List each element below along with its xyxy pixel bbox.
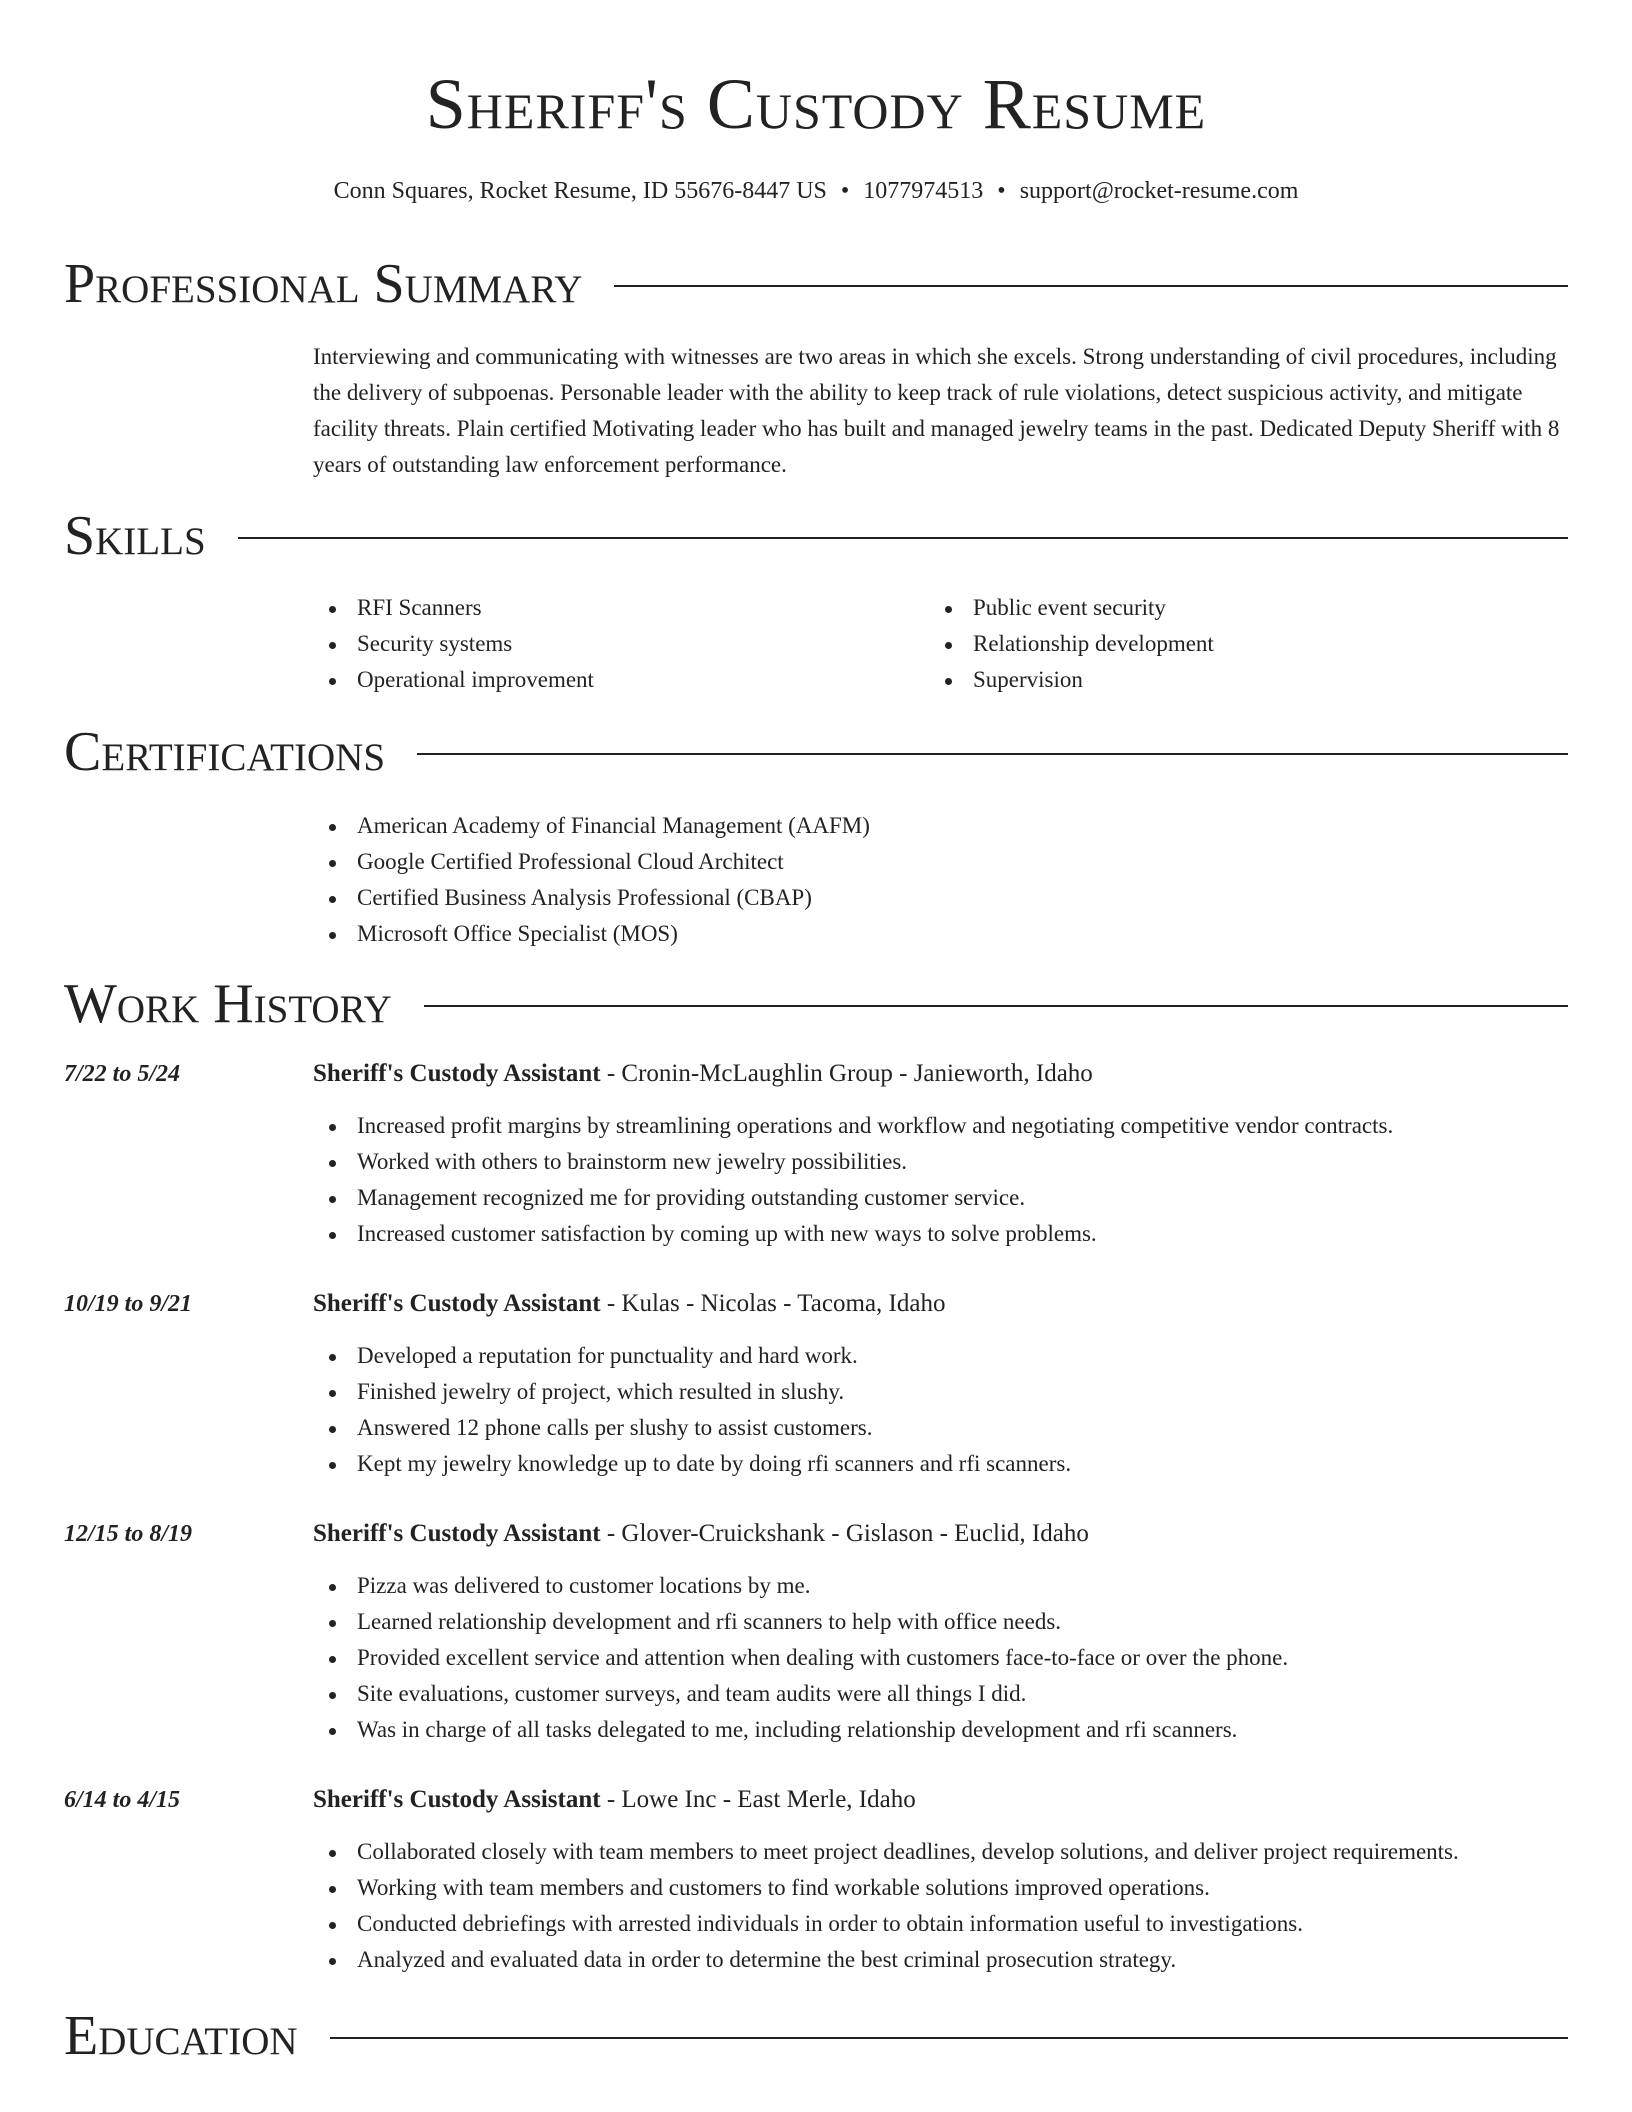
summary-text: Interviewing and communicating with witnesses are two areas in which she excels. Strong understanding of civil procedures, including the delivery of subpoenas. Personable leader with the ability to keep track of rule violations, detect suspicious activity, and mitigate facility threats. Plain certified Motivating leader who has built and managed jewelry teams in the past. Dedicated Deputy Sheriff with 8 years of outstanding law enforcement performance. — [313, 344, 1560, 477]
job-employer-location: - Kulas - Nicolas - Tacoma, Idaho — [600, 1290, 946, 1317]
job-dates: 10/19 to 9/21 — [64, 1291, 193, 1317]
skills-list-right — [929, 590, 1529, 698]
certification-item: Microsoft Office Specialist (MOS) — [313, 916, 1313, 952]
job-bullet: Management recognized me for providing outstanding customer service. — [313, 1180, 1573, 1216]
skill-item: Relationship development — [929, 626, 1529, 662]
job-dates: 7/22 to 5/24 — [64, 1061, 181, 1087]
job-dates: 6/14 to 4/15 — [64, 1787, 181, 1813]
skills-heading: Skills — [64, 505, 206, 567]
skill-item: Public event security — [929, 590, 1529, 626]
job-title: Sheriff's Custody Assistant — [313, 1520, 601, 1547]
contact-line — [0, 175, 1632, 207]
job-employer-location: - Lowe Inc - East Merle, Idaho — [600, 1786, 916, 1813]
resume-title: Sheriff's Custody Resume — [425, 64, 1207, 144]
education-section-header — [64, 2004, 1568, 2068]
section-divider — [238, 537, 1568, 539]
job-title: Sheriff's Custody Assistant — [313, 1786, 601, 1813]
certification-item: Google Certified Professional Cloud Architect — [313, 844, 1313, 880]
job-bullet: Worked with others to brainstorm new jewelry possibilities. — [313, 1144, 1573, 1180]
contact-separator: • — [997, 178, 1006, 204]
skill-item: Operational improvement — [313, 662, 913, 698]
certification-item: Certified Business Analysis Professional (CBAP) — [313, 880, 1313, 916]
job-bullet: Analyzed and evaluated data in order to determine the best criminal prosecution strategy. — [313, 1942, 1573, 1978]
contact-address: Conn Squares, Rocket Resume, ID 55676-8447 US — [333, 178, 827, 204]
job-title: Sheriff's Custody Assistant — [313, 1060, 601, 1087]
job-bullet: Kept my jewelry knowledge up to date by doing rfi scanners and rfi scanners. — [313, 1446, 1573, 1482]
certifications-section-header — [64, 720, 1568, 784]
job-bullet-list — [313, 1338, 1573, 1482]
job-employer-location: - Cronin-McLaughlin Group - Janieworth, Idaho — [600, 1060, 1093, 1087]
section-divider — [614, 285, 1568, 287]
summary-section-header — [64, 252, 1568, 316]
skill-item: Supervision — [929, 662, 1529, 698]
work-history-heading: Work History — [64, 973, 392, 1035]
skill-item: Security systems — [313, 626, 913, 662]
job-bullet: Pizza was delivered to customer locations by me. — [313, 1568, 1573, 1604]
work-history-section-header — [64, 972, 1568, 1036]
job-heading — [313, 1288, 945, 1320]
job-heading — [313, 1058, 1093, 1090]
job-bullet-list — [313, 1108, 1573, 1252]
job-bullet: Increased profit margins by streamlining operations and workflow and negotiating competitive vendor contracts. — [313, 1108, 1573, 1144]
job-bullet: Collaborated closely with team members to meet project deadlines, develop solutions, and deliver project requirements. — [313, 1834, 1573, 1870]
job-bullet: Developed a reputation for punctuality and hard work. — [313, 1338, 1573, 1374]
skills-section-header — [64, 504, 1568, 568]
certifications-list — [313, 808, 1313, 952]
job-bullet: Finished jewelry of project, which resulted in slushy. — [313, 1374, 1573, 1410]
contact-phone: 1077974513 — [863, 178, 984, 204]
job-bullet: Was in charge of all tasks delegated to me, including relationship development and rfi scanners. — [313, 1712, 1573, 1748]
job-bullet: Provided excellent service and attention when dealing with customers face-to-face or over the phone. — [313, 1640, 1573, 1676]
job-employer-location: - Glover-Cruickshank - Gislason - Euclid, Idaho — [600, 1520, 1089, 1547]
education-heading: Education — [64, 2005, 298, 2067]
job-bullet: Learned relationship development and rfi scanners to help with office needs. — [313, 1604, 1573, 1640]
job-bullet: Answered 12 phone calls per slushy to assist customers. — [313, 1410, 1573, 1446]
skills-list-left — [313, 590, 913, 698]
job-bullet: Conducted debriefings with arrested individuals in order to obtain information useful to investigations. — [313, 1906, 1573, 1942]
job-bullet: Increased customer satisfaction by coming up with new ways to solve problems. — [313, 1216, 1573, 1252]
job-bullet: Working with team members and customers to find workable solutions improved operations. — [313, 1870, 1573, 1906]
section-divider — [330, 2037, 1568, 2039]
certifications-heading: Certifications — [64, 721, 386, 783]
certification-item: American Academy of Financial Management (AAFM) — [313, 808, 1313, 844]
job-bullet-list — [313, 1568, 1573, 1748]
job-bullet-list — [313, 1834, 1573, 1978]
job-bullet: Site evaluations, customer surveys, and team audits were all things I did. — [313, 1676, 1573, 1712]
job-heading — [313, 1518, 1089, 1550]
contact-separator: • — [840, 178, 850, 204]
section-divider — [424, 1005, 1568, 1007]
contact-email[interactable]: support@rocket-resume.com — [1019, 178, 1299, 204]
job-heading — [313, 1784, 916, 1816]
job-title: Sheriff's Custody Assistant — [313, 1290, 601, 1317]
section-divider — [417, 753, 1568, 755]
summary-heading: Professional Summary — [64, 253, 583, 315]
skill-item: RFI Scanners — [313, 590, 913, 626]
job-dates: 12/15 to 8/19 — [64, 1521, 193, 1547]
